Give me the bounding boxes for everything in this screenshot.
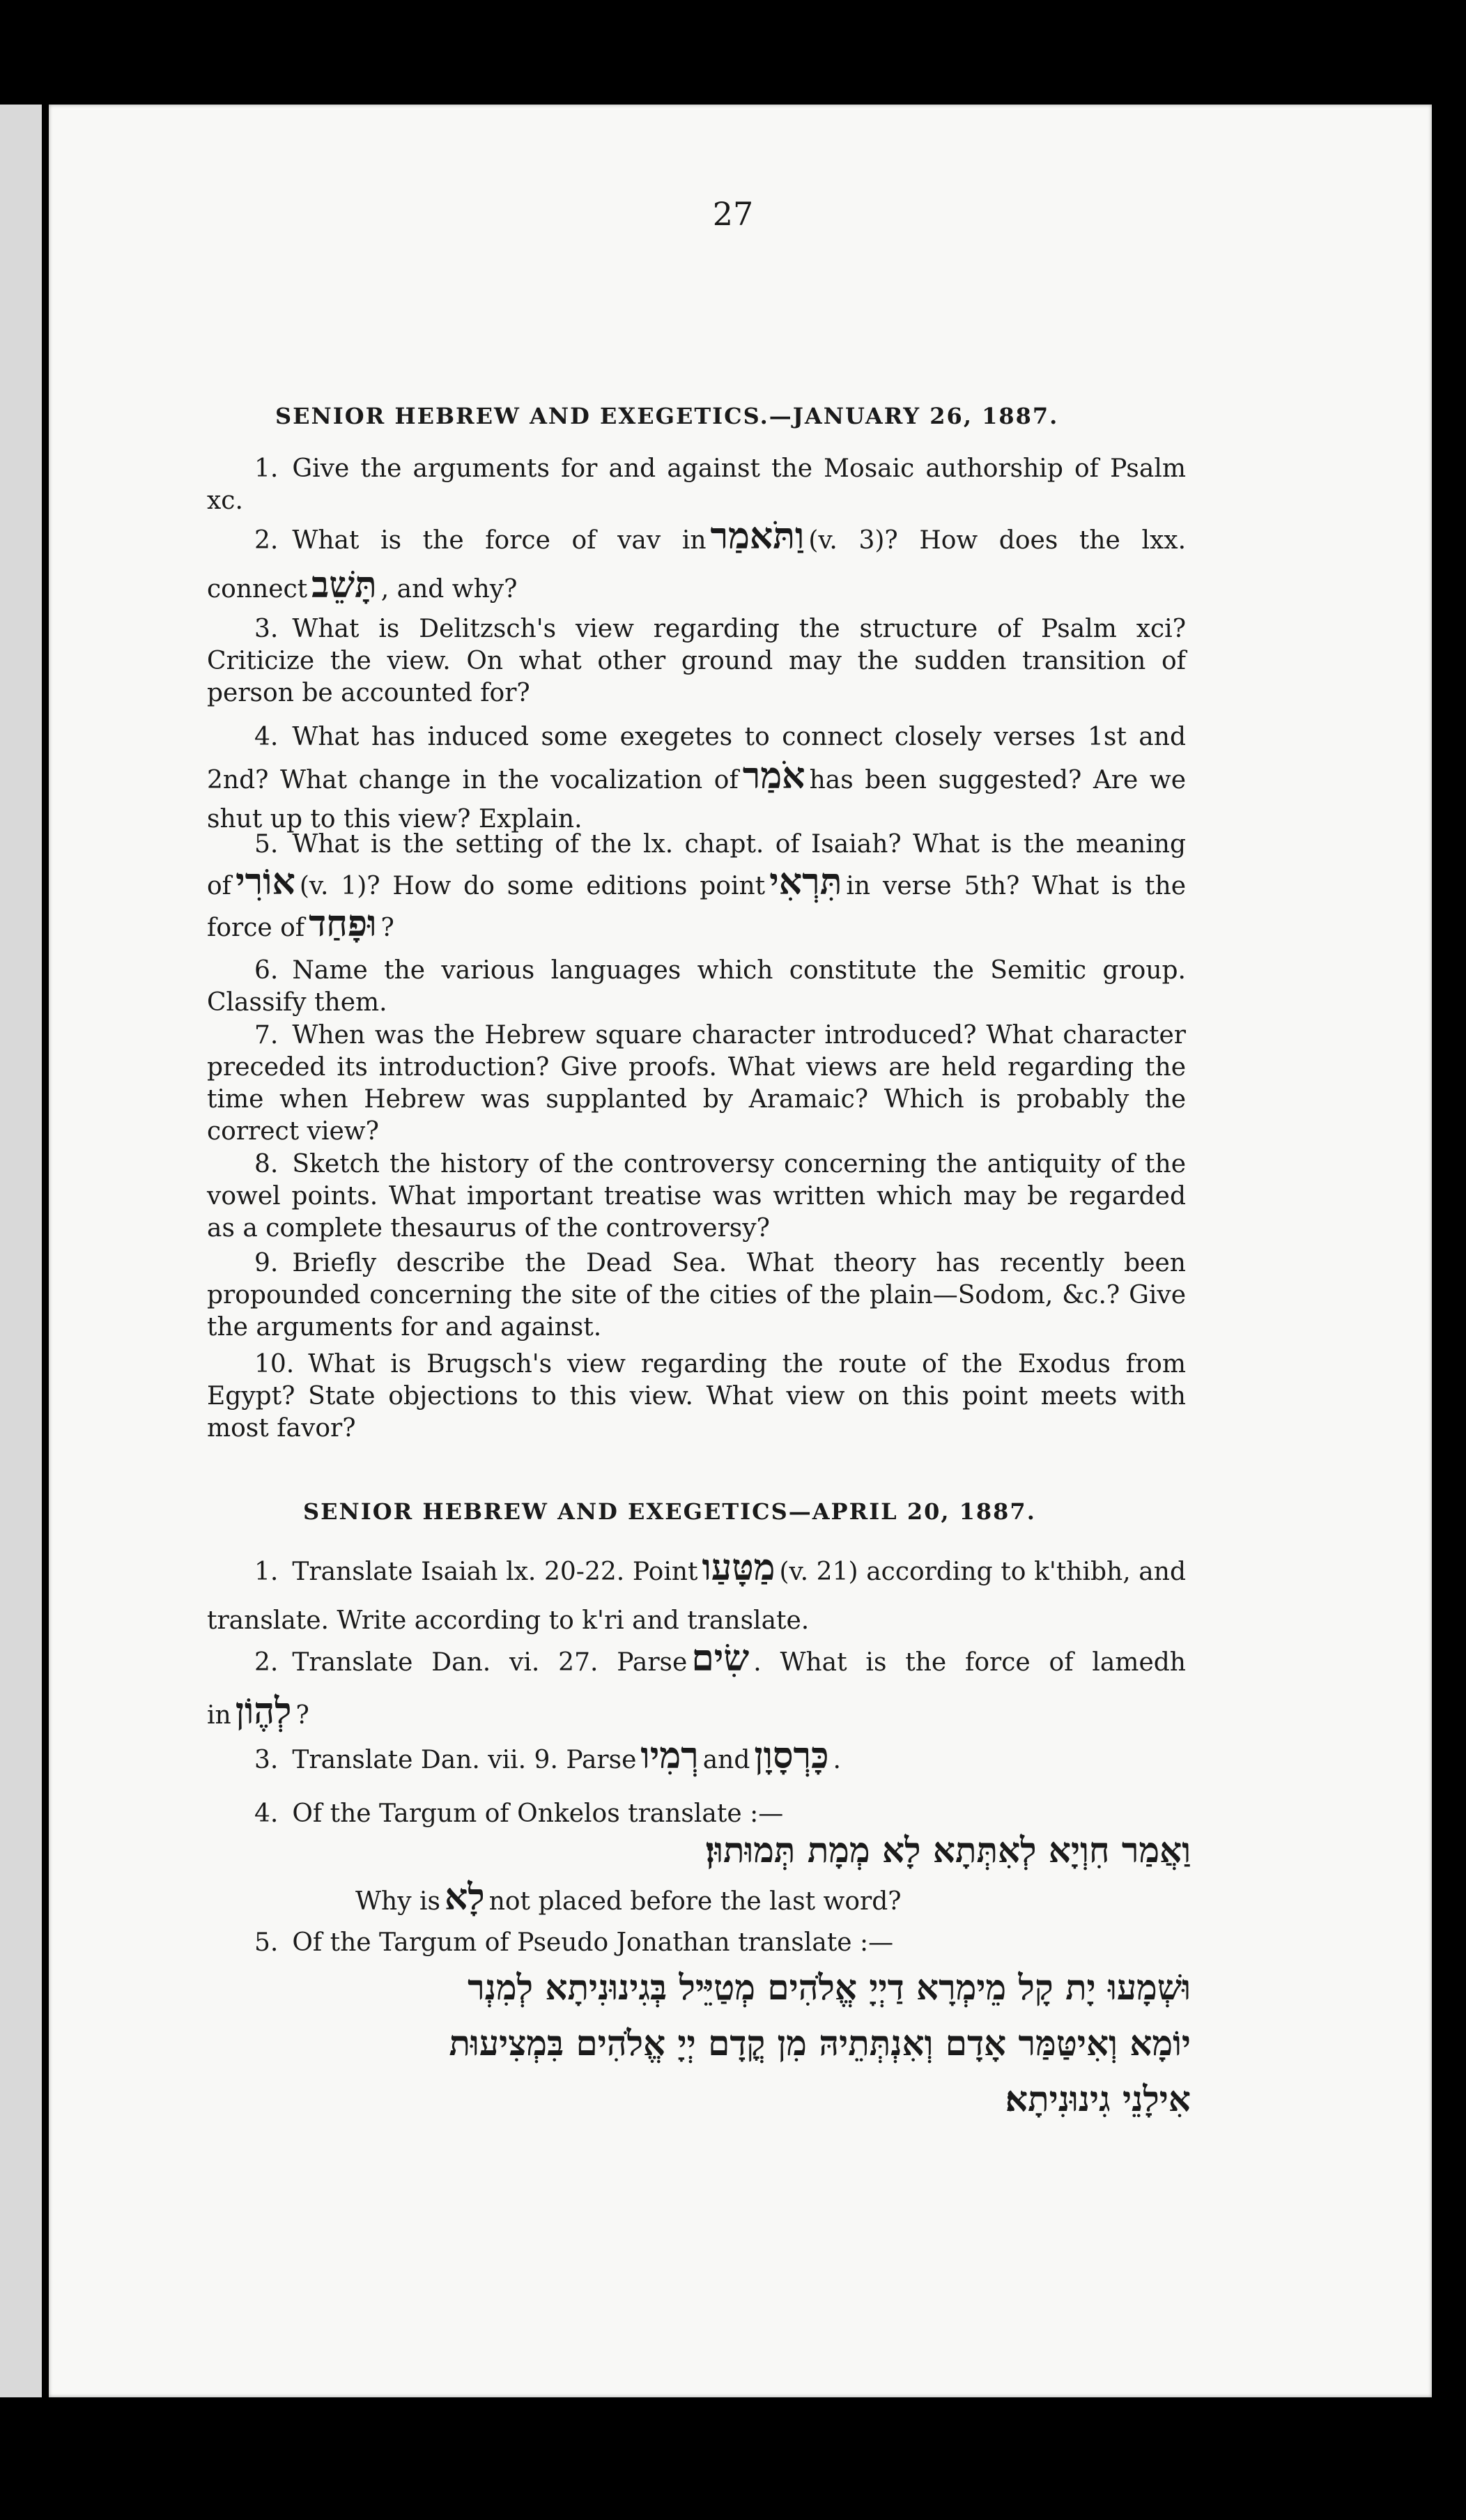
question-text: Translate Dan. vii. 9. Parse (292, 1746, 637, 1774)
question-number: 7. (254, 1021, 279, 1050)
hebrew-word: שִׂים (691, 1637, 750, 1680)
question-1 (207, 453, 1186, 517)
question-text: ? (295, 1701, 309, 1730)
question-text: Give the arguments for and against the Mosaic authorship of Psalm xc. (207, 454, 1186, 515)
question-text: Of the Targum of Onkelos translate :— (292, 1799, 784, 1828)
section-heading-january: SENIOR HEBREW AND EXEGETICS.—JANUARY 26, 1887. (275, 403, 1059, 429)
question-text: What is the force of vav in (292, 526, 707, 555)
question-text: . (833, 1746, 841, 1774)
section-heading-april: SENIOR HEBREW AND EXEGETICS—APRIL 20, 1887. (303, 1498, 1036, 1525)
question-6 (207, 955, 1186, 1019)
question-text: , and why? (380, 575, 518, 604)
question-text: . What is the force of lamedh in (207, 1648, 1186, 1730)
question-text: What is Brugsch's view regarding the route of the Exodus from Egypt? State objections to this view. What view on this point meets with most favor? (207, 1350, 1186, 1443)
hebrew-word: מַטָּעַו (702, 1546, 776, 1589)
question-text: Translate Dan. vi. 27. Parse (292, 1648, 688, 1677)
question-text: Name the various languages which constitute the Semitic group. Classify them. (207, 956, 1186, 1017)
question-text: (v. 3)? How does the lxx. connect (207, 526, 1187, 604)
question-number: 10. (254, 1350, 295, 1378)
question-number: 4. (254, 1799, 279, 1828)
question-text: not placed before the last word? (488, 1887, 902, 1916)
question-text: What is the setting of the lx. chapt. of Isaiah? What is the meaning of (207, 830, 1186, 900)
question-2 (207, 1634, 1186, 1740)
question-text: in verse 5th? What is the force of (207, 872, 1187, 942)
hebrew-word: לָא (444, 1876, 485, 1919)
question-number: 6. (254, 956, 279, 985)
question-text: and (702, 1746, 750, 1774)
question-3 (207, 1735, 1186, 1781)
question-number: 9. (254, 1249, 279, 1277)
question-number: 1. (254, 1558, 279, 1586)
question-text: (v. 1)? How do some editions point (299, 872, 766, 900)
question-8 (207, 1148, 1186, 1245)
question-text: Of the Targum of Pseudo Jonathan translate :— (292, 1928, 894, 1957)
hebrew-word: אֹמַר (742, 755, 805, 797)
hebrew-word: תָּשֵׁב (311, 564, 377, 606)
hebrew-passage-line: אִילָנֵי גִינוּנִיתָא׃ (1005, 2078, 1191, 2119)
question-text: Briefly describe the Dead Sea. What theory has recently been propounded concerning the site of the cities of the plain—Sodom, &c.? Give the arguments for and against. (207, 1249, 1186, 1342)
question-text: (v. 21) according to k'thibh, and translate. Write according to k'ri and translate. (207, 1558, 1187, 1635)
question-number: 4. (254, 723, 279, 751)
hebrew-word: וּפָחַד (309, 902, 377, 945)
hebrew-word: תִּרְאִי (769, 861, 842, 903)
question-text: Why is (355, 1887, 440, 1916)
question-1 (207, 1544, 1186, 1645)
question-text: What is Delitzsch's view regarding the structure of Psalm xci? Criticize the view. On what other ground may the sudden transition of person be accounted for? (207, 615, 1186, 707)
hebrew-word: רְמִיו (640, 1735, 699, 1777)
hebrew-passage-line: יוֹמָא וְאִיטַּמַּר אָדָם וְאִנְתְּתֵיהּ מִן קֳדָם יְיָ אֱלֹהִים בִּמְצִיעוּת (449, 2022, 1191, 2064)
question-text: Sketch the history of the controversy concerning the antiquity of the vowel points. What important treatise was written which may be regarded as a complete thesaurus of the controversy? (207, 1150, 1186, 1243)
hebrew-passage-onkelos: וַאֲמַר חִוְיָא לְאִתְּתָא לָא מְמָת תְּמוּתוּן׃ (705, 1829, 1191, 1870)
question-number: 2. (254, 526, 279, 555)
question-text: When was the Hebrew square character introduced? What character preceded its introduction? Give proofs. What views are held regarding the time when Hebrew was supplanted by Aramaic? Which is probably the correct view? (207, 1021, 1186, 1146)
question-text: has been suggested? Are we shut up to this view? Explain. (207, 766, 1187, 833)
question-number: 8. (254, 1150, 279, 1178)
hebrew-word: אוֹרִי (236, 861, 295, 903)
question-number: 3. (254, 1746, 279, 1774)
followup-question (355, 1877, 902, 1923)
question-number: 2. (254, 1648, 279, 1677)
question-7 (207, 1020, 1186, 1148)
question-5 (207, 826, 1186, 947)
hebrew-word: וַתֹּאמַר (710, 515, 805, 558)
question-3 (207, 613, 1186, 709)
question-text: Translate Isaiah lx. 20-22. Point (292, 1558, 698, 1586)
question-text: What has induced some exegetes to connect closely verses 1st and 2nd? What change in the vocalization of (207, 723, 1186, 794)
hebrew-word: לְהֶוֹן (235, 1690, 292, 1732)
hebrew-passage-line: וּשְׁמָעוּ יָת קָל מֵימְרָא דַיְיָ אֱלֹהִים מְטַיֵּיל בְּגִינוּנִיתָא לְמִנְר (468, 1967, 1191, 2008)
question-5 (207, 1927, 1186, 1959)
scan-edge (0, 105, 42, 2397)
question-number: 5. (254, 830, 279, 859)
hebrew-word: כָּרְסָוָן (754, 1735, 829, 1777)
question-2 (207, 514, 1186, 612)
question-number: 5. (254, 1928, 279, 1957)
question-9 (207, 1247, 1186, 1344)
question-4 (207, 718, 1186, 839)
question-number: 1. (254, 454, 279, 483)
question-10 (207, 1349, 1186, 1445)
question-number: 3. (254, 615, 279, 643)
question-text: ? (380, 914, 394, 942)
page-number: 27 (712, 195, 754, 233)
